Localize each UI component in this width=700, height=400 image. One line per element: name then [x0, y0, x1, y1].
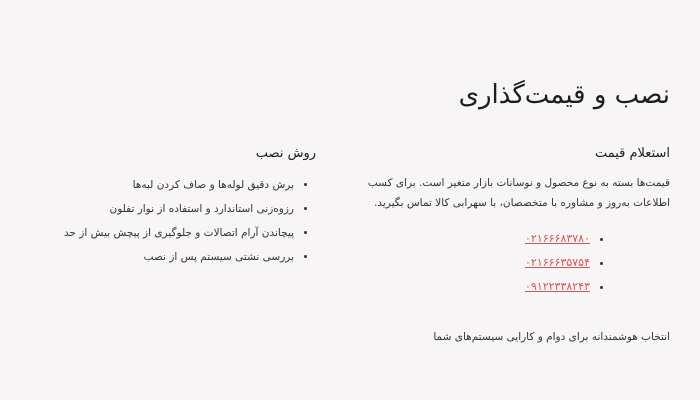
list-item: [350, 275, 590, 299]
installation-method-heading: روش نصب: [255, 146, 316, 161]
phone-link-1[interactable]: ۰۲۱۶۶۶۸۳۷۸۰: [525, 232, 590, 245]
list-item: • پیچاندن آرام اتصالات و جلوگیری از پیچش بیش از حد: [26, 221, 294, 245]
list-item: [350, 251, 590, 275]
price-inquiry-heading: استعلام قیمت: [594, 146, 670, 161]
price-inquiry-description: قیمت‌ها بسته به نوع محصول و نوسانات بازار متغیر است. برای کسب اطلاعات به‌روز و مشاوره با متخصصان، با سهرابی کالا تماس بگیرید.: [367, 177, 670, 209]
phone-link-3[interactable]: ۰۹۱۲۲۳۳۸۲۴۳: [525, 280, 590, 293]
price-inquiry-section: [350, 146, 670, 299]
list-item: • برش دقیق لوله‌ها و صاف کردن لبه‌ها: [26, 173, 294, 197]
page-title: نصب و قیمت‌گذاری: [458, 80, 670, 110]
list-item: • بررسی نشتی سیستم پس از نصب: [26, 245, 294, 269]
list-item: [350, 227, 590, 251]
phone-list: [350, 227, 670, 299]
installation-method-section: [26, 146, 316, 269]
phone-link-2[interactable]: ۰۲۱۶۶۶۳۵۷۵۴: [525, 256, 590, 269]
list-item: • رزوه‌زنی استاندارد و استفاده از نوار تفلون: [26, 197, 294, 221]
footer-tagline: انتخاب هوشمندانه برای دوام و کارایی سیستم‌های شما: [433, 331, 670, 343]
installation-steps-list: [26, 173, 316, 269]
